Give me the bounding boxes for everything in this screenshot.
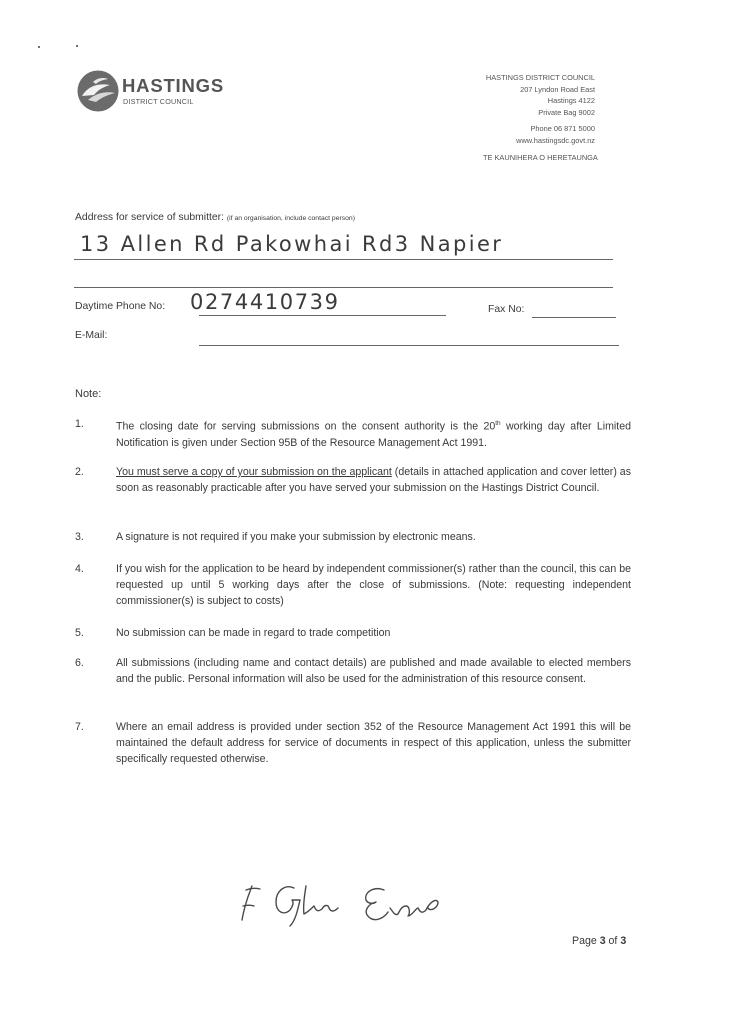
- address-line-1: [74, 259, 613, 260]
- logo-subtitle: DISTRICT COUNCIL: [123, 97, 194, 106]
- note-text: Where an email address is provided under section 352 of the Resource Management Act 1991 this will be maintained the default address for service of documents in respect of this application, unless the submitter specifically requested otherwise.: [116, 721, 631, 765]
- note-number: 1.: [75, 418, 84, 430]
- note-text: You must serve a copy of your submission on the applicant (details in attached application and cover letter) as soon as reasonably practicable after you have served your submission on the Hastings District Council.: [116, 466, 631, 494]
- note-text: All submissions (including name and contact details) are published and made available to elected members and the public. Personal information will also be used for the administration of this resource consent.: [116, 657, 631, 685]
- address-line: Private Bag 9002: [538, 108, 595, 118]
- website-line: www.hastingsdc.govt.nz: [516, 135, 595, 145]
- notes-heading: Note:: [75, 388, 102, 400]
- note-number: 6.: [75, 657, 84, 669]
- email-label: E-Mail:: [75, 330, 108, 341]
- note-number: 7.: [75, 721, 84, 733]
- phone-label: Daytime Phone No:: [75, 301, 166, 312]
- scan-speck: [38, 46, 40, 48]
- note-text: No submission can be made in regard to trade competition: [116, 627, 391, 639]
- address-line: HASTINGS DISTRICT COUNCIL: [485, 73, 595, 82]
- scan-speck: [76, 45, 78, 47]
- address-line: 207 Lyndon Road East: [520, 84, 595, 94]
- note-number: 5.: [75, 627, 84, 639]
- email-line[interactable]: [199, 345, 619, 346]
- phone-line: [199, 315, 446, 316]
- note-number: 3.: [75, 531, 84, 543]
- page-number: Page 3 of 3: [572, 935, 627, 947]
- maori-council-name: TE KAUNIHERA O HERETAUNGA: [483, 153, 598, 162]
- note-text: If you wish for the application to be heard by independent commissioner(s) rather than the council, this can be requested up until 5 working days after the close of submissions. (Note: requesting independent commissioner(s) is subject to costs): [116, 563, 631, 607]
- address-label: [75, 212, 355, 223]
- phone-handwritten-value[interactable]: 0274410739: [190, 290, 340, 314]
- note-number: 4.: [75, 563, 84, 575]
- handwritten-signature: [232, 878, 472, 930]
- fax-label: Fax No:: [488, 304, 525, 315]
- note-text: A signature is not required if you make your submission by electronic means.: [116, 531, 476, 543]
- fax-line[interactable]: [532, 317, 616, 318]
- hastings-emblem-icon: [76, 69, 120, 113]
- address-label-text: Address for service of submitter:: [75, 212, 224, 223]
- address-line-2: [74, 287, 613, 288]
- note-number: 2.: [75, 466, 84, 478]
- phone-line: Phone 06 871 5000: [530, 123, 595, 133]
- council-address: [486, 72, 595, 146]
- council-logo: [76, 69, 246, 114]
- address-line: Hastings 4122: [547, 96, 595, 106]
- note-text: The closing date for serving submissions on the consent authority is the 20th working day after Limited Notification is given under Section 95B of the Resource Management Act 1991.: [116, 420, 631, 449]
- address-hint: (if an organisation, include contact person): [226, 215, 355, 222]
- logo-name: HASTINGS: [122, 75, 224, 96]
- address-handwritten-value[interactable]: 13 Allen Rd Pakowhai Rd3 Napier: [80, 232, 504, 256]
